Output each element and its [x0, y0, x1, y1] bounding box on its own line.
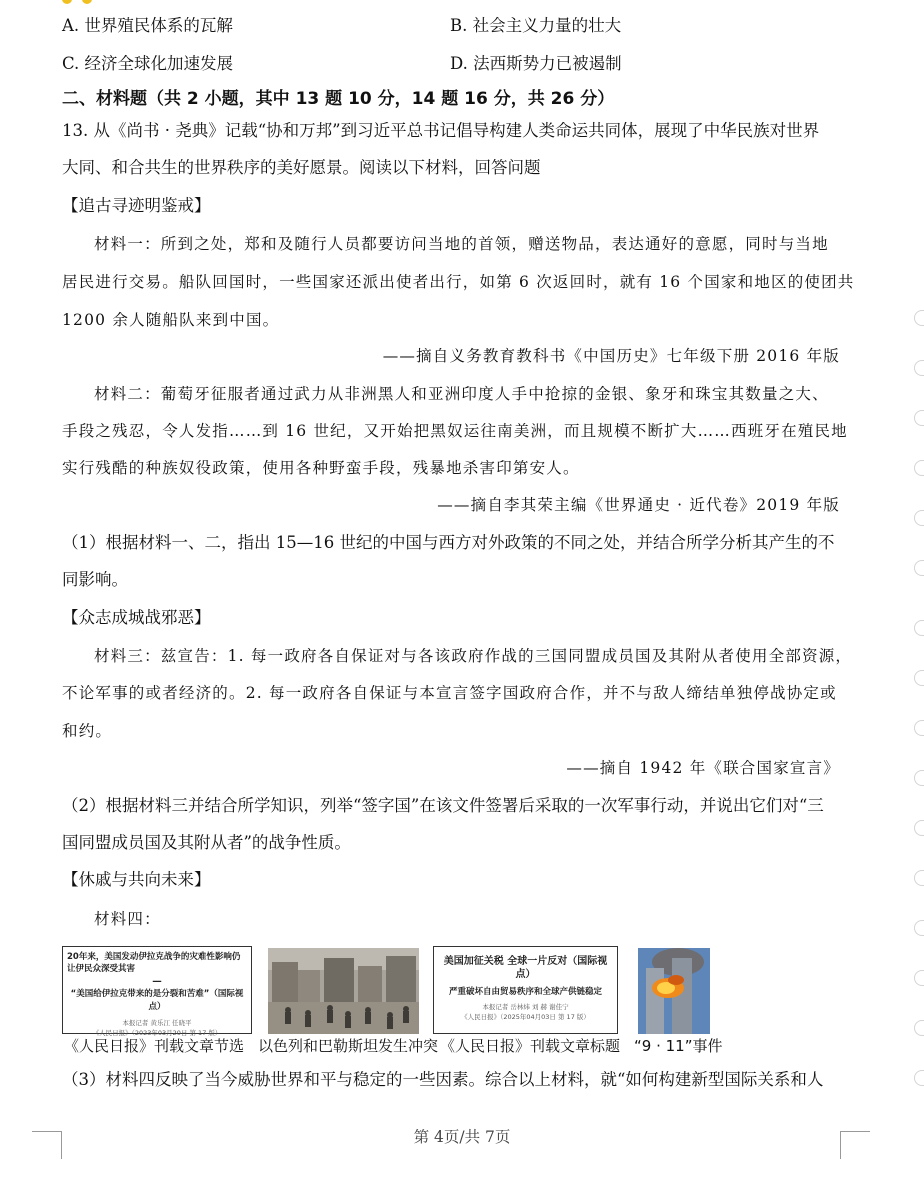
material-2-source: ——摘自李其荣主编《世界通史 · 近代卷》2019 年版	[437, 496, 840, 514]
material-3-line-2: 不论军事的或者经济的。2. 每一政府各自保证与本宣言签字国政府合作，并不与敌人缔结单独停战协定或	[62, 684, 837, 702]
margin-mark	[914, 510, 924, 526]
margin-mark	[914, 820, 924, 836]
section-heading-2: 【众志成城战邪恶】	[62, 608, 211, 627]
material-4-label: 材料四：	[94, 910, 161, 928]
material-1-line-2: 居民进行交易。船队回国时，一些国家还派出使者出行，如第 6 次返回时，就有 16 个国家和地区的使团共	[62, 273, 855, 291]
margin-mark	[914, 620, 924, 636]
margin-mark	[914, 560, 924, 576]
newspaper-clipping-iraq	[62, 946, 252, 1037]
material-3-source: ——摘自 1942 年《联合国家宣言》	[566, 759, 840, 777]
q13-intro-line-2: 大同、和合共生的世界秩序的美好愿景。阅读以下材料，回答问题	[62, 158, 541, 177]
margin-mark	[914, 970, 924, 986]
clipping-subtitle: 严重破坏自由贸易秩序和全球产供链稳定	[448, 987, 602, 997]
question-2-line-2: 国同盟成员国及其附从者”的战争性质。	[62, 833, 351, 852]
material-3-line-1: 材料三：兹宣告：1. 每一政府各自保证对与各该政府作战的三国同盟成员国及其附从者使用全部资源，	[94, 647, 853, 665]
clipping-headline: 20年来，美国发动伊拉克战争的灾难性影响仍让伊民众深受其害	[67, 952, 241, 974]
section-title: 二、材料题（共 2 小题，其中 13 题 10 分，14 题 16 分，共 26 分）	[62, 89, 615, 109]
clipping-title: “美国给伊拉克带来的是分裂和苦难”（国际视点）	[70, 989, 244, 1012]
margin-mark	[914, 670, 924, 686]
clipping-source: 《人民日报》（2025年04月03日 第 17 版）	[461, 1013, 590, 1021]
clipping-byline: 本报记者 岳林炜 刘 赫 谢佳宁	[482, 1003, 569, 1011]
material-1-line-3: 1200 余人随船队来到中国。	[62, 311, 280, 329]
figure-1-caption: 《人民日报》刊载文章节选	[64, 1037, 245, 1055]
option-d: D. 法西斯势力已被遏制	[450, 54, 622, 73]
newspaper-clipping-tariffs	[433, 946, 618, 1034]
page-corner-right	[840, 1131, 870, 1159]
material-1-source: ——摘自义务教育教科书《中国历史》七年级下册 2016 年版	[382, 347, 840, 365]
question-2-line-1: （2）根据材料三并结合所学知识，列举“签字国”在该文件签署后采取的一次军事行动，并说出它们对“三	[62, 796, 824, 815]
question-3-line-1: （3）材料四反映了当今威胁世界和平与稳定的一些因素。综合以上材料，就“如何构建新型国际关系和人	[62, 1070, 824, 1089]
section-heading-1: 【追古寻迹明鉴戒】	[62, 196, 211, 215]
section-heading-3: 【休戚与共向未来】	[62, 870, 211, 889]
nine-eleven-photo	[638, 948, 710, 1034]
clipping-source: 《人民日报》（2023年03月20日 第 17 版）	[92, 1029, 222, 1037]
margin-mark	[914, 360, 924, 376]
page-corner-left	[32, 1131, 62, 1159]
margin-mark	[914, 1020, 924, 1036]
conflict-photo	[268, 948, 419, 1034]
highlight-dot	[82, 0, 92, 4]
clipping-headline: 美国加征关税 全球一片反对（国际视点）	[443, 956, 608, 980]
figure-4-caption: “9 · 11”事件	[634, 1037, 723, 1055]
conflict-photo-illustration	[268, 948, 419, 1034]
margin-mark	[914, 870, 924, 886]
highlight-dot	[62, 0, 72, 4]
question-1-line-1: （1）根据材料一、二，指出 15—16 世纪的中国与西方对外政策的不同之处，并结合所学分析其产生的不	[62, 533, 835, 552]
clipping-dash: —	[152, 976, 162, 987]
material-2-line-1: 材料二：葡萄牙征服者通过武力从非洲黑人和亚洲印度人手中抢掠的金银、象牙和珠宝其数量之大、	[94, 385, 829, 403]
material-1-line-1: 材料一：所到之处，郑和及随行人员都要访问当地的首领，赠送物品，表达通好的意愿，同时与当地	[94, 235, 829, 253]
nine-eleven-photo-illustration	[638, 948, 710, 1034]
margin-mark	[914, 770, 924, 786]
margin-mark	[914, 720, 924, 736]
q13-intro-line-1: 13. 从《尚书 · 尧典》记载“协和万邦”到习近平总书记倡导构建人类命运共同体，展现了中华民族对世界	[62, 121, 820, 140]
material-2-line-2: 手段之残忍，令人发指……到 16 世纪，又开始把黑奴运往南美洲，而且规模不断扩大……西班牙在殖民地	[62, 422, 848, 440]
margin-mark	[914, 410, 924, 426]
margin-mark	[914, 920, 924, 936]
question-1-line-2: 同影响。	[62, 570, 128, 589]
figure-2-caption: 以色列和巴勒斯坦发生冲突	[258, 1037, 439, 1055]
material-2-line-3: 实行残酷的种族奴役政策，使用各种野蛮手段，残暴地杀害印第安人。	[62, 459, 580, 477]
clipping-byline: 本报记者 黄乐江 任晓平	[122, 1019, 192, 1027]
margin-mark	[914, 1070, 924, 1086]
margin-mark	[914, 310, 924, 326]
option-c: C. 经济全球化加速发展	[62, 54, 234, 73]
page-footer: 第 4页/共 7页	[413, 1128, 511, 1146]
figure-3-caption: 《人民日报》刊载文章标题	[440, 1037, 621, 1055]
option-a: A. 世界殖民体系的瓦解	[62, 16, 233, 35]
material-3-line-3: 和约。	[62, 722, 113, 740]
option-b: B. 社会主义力量的壮大	[450, 16, 622, 35]
margin-mark	[914, 460, 924, 476]
